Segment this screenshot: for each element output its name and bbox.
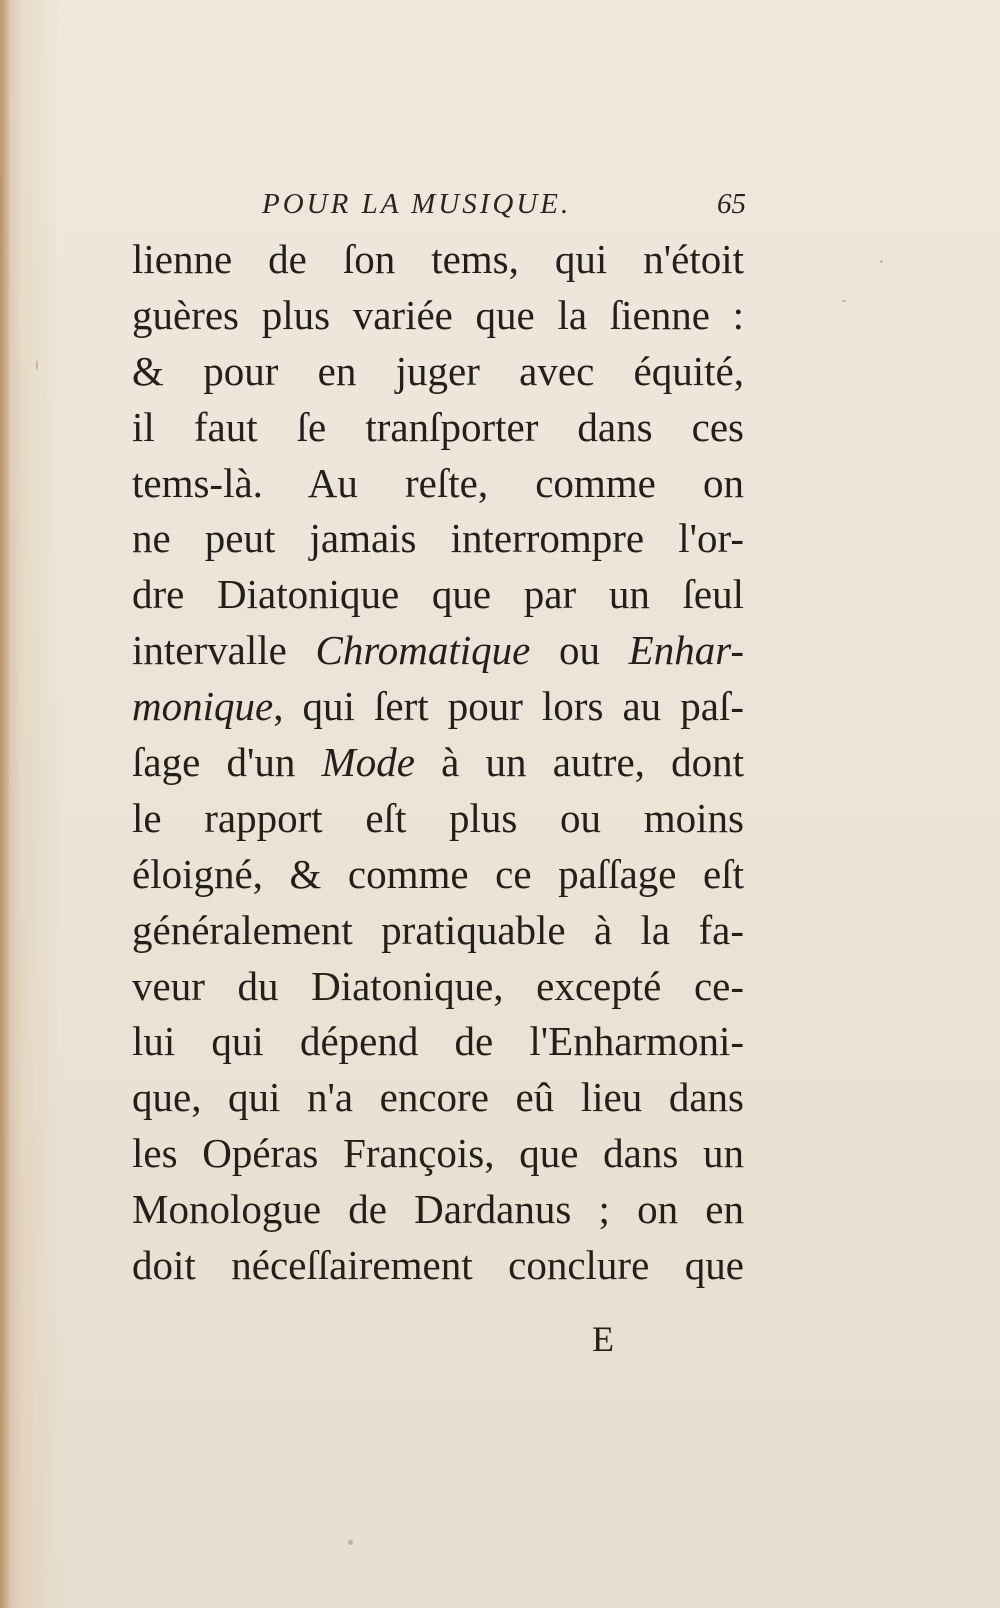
text-run: lienne de ſon tems, qui n'étoit — [132, 236, 744, 282]
text-run: le rapport eſt plus ou moins — [132, 794, 744, 841]
text-run: , qui ſert pour lors au paſ- — [273, 683, 744, 730]
paper-speck — [880, 260, 883, 263]
text-line — [132, 1238, 744, 1294]
running-header — [262, 188, 746, 228]
text-line — [132, 1126, 744, 1182]
text-line — [132, 1070, 744, 1126]
page-gutter-shadow — [0, 0, 10, 1608]
text-run: que, qui n'a encore eû lieu dans — [132, 1074, 744, 1121]
text-run: guères plus variée que la ſienne : — [132, 291, 744, 338]
paper-speck — [842, 300, 846, 302]
text-run: veur du Diatonique, excepté ce- — [132, 962, 744, 1009]
paper-speck — [36, 360, 38, 370]
text-line — [132, 400, 744, 456]
text-run: éloigné, & comme ce paſſage eſt — [132, 850, 744, 897]
page-text — [132, 232, 744, 1294]
paper-speck — [348, 1540, 353, 1545]
italic-term: Chromatique — [315, 627, 531, 674]
text-run: généralement pratiquable à la fa- — [132, 906, 744, 953]
text-line — [132, 959, 744, 1015]
italic-term: monique — [132, 683, 274, 730]
text-run: à un autre, dont — [414, 739, 744, 786]
text-run: doit néceſſairement conclure que — [132, 1242, 744, 1289]
text-line — [132, 456, 744, 512]
text-run: ſage d'un — [132, 739, 322, 786]
text-line — [132, 735, 744, 791]
running-title: POUR LA MUSIQUE. — [262, 188, 572, 220]
text-line — [132, 232, 744, 288]
italic-term: Enhar- — [628, 627, 744, 674]
text-line — [132, 288, 744, 344]
text-line — [132, 511, 744, 567]
text-run: & pour en juger avec équité, — [132, 347, 744, 394]
text-line — [132, 847, 744, 903]
text-run: dre Diatonique que par un ſeul — [132, 571, 744, 618]
text-run: tems-là. Au reſte, comme on — [132, 459, 744, 506]
text-run: il faut ſe tranſporter dans ces — [132, 403, 744, 450]
text-line — [132, 567, 744, 623]
text-run: intervalle — [132, 627, 316, 674]
text-line — [132, 903, 744, 959]
text-line — [132, 791, 744, 847]
text-run: ne peut jamais interrompre l'or- — [132, 515, 744, 562]
text-run: les Opéras François, que dans un — [132, 1130, 744, 1177]
page-number: 65 — [717, 188, 746, 220]
text-run: lui qui dépend de l'Enharmoni- — [132, 1018, 744, 1065]
signature-mark: E — [592, 1319, 614, 1359]
text-line — [132, 1014, 744, 1070]
italic-term: Mode — [321, 739, 415, 786]
text-run: ou — [530, 627, 629, 674]
text-run: Monologue de Dardanus ; on en — [132, 1186, 744, 1233]
text-line — [132, 1182, 744, 1238]
text-line — [132, 679, 744, 735]
text-line — [132, 344, 744, 400]
text-line — [132, 623, 744, 679]
